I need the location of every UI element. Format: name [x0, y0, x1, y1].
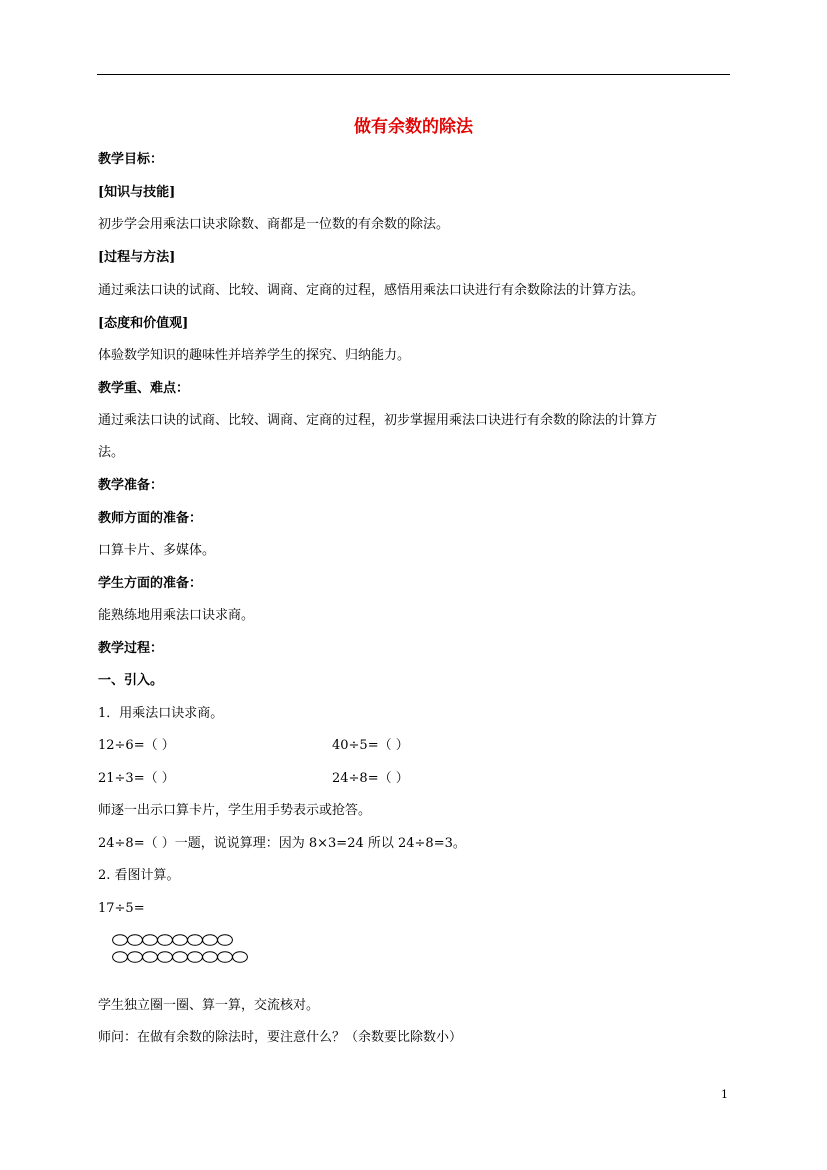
procedure-heading: 教学过程： [98, 641, 164, 656]
process-text: 通过乘法口诀的试商、比较、调商、定商的过程，感悟用乘法口诀进行有余数除法的计算方法。 [98, 283, 645, 298]
prep-heading: 教学准备： [98, 478, 164, 493]
circle-mark [143, 935, 158, 946]
circle-mark [143, 952, 158, 963]
circle-mark [128, 935, 143, 946]
knowledge-heading: [知识与技能] [98, 185, 176, 200]
teacher-shows-text: 师逐一出示口算卡片，学生用手势表示或抢答。 [98, 803, 372, 818]
exercise-item: 24÷8=（ ） [332, 771, 409, 786]
circle-mark [188, 952, 203, 963]
exercise-item: 40÷5=（ ） [332, 738, 409, 753]
student-prep-heading: 学生方面的准备： [98, 576, 203, 591]
circle-mark [233, 952, 248, 963]
explain-text: 24÷8=（ ）一题，说说算理：因为 8×3=24 所以 24÷8=3。 [98, 836, 466, 851]
keypoints-text-2: 法。 [98, 445, 125, 460]
knowledge-text: 初步学会用乘法口诀求除数、商都是一位数的有余数的除法。 [98, 217, 450, 232]
teacher-prep-text: 口算卡片、多媒体。 [98, 543, 216, 558]
circle-mark [158, 952, 173, 963]
circle-mark [203, 935, 218, 946]
circle-mark [113, 952, 128, 963]
header-rule [97, 74, 730, 75]
keypoints-heading: 教学重、难点： [98, 381, 190, 396]
exercise-item: 21÷3=（ ） [98, 771, 175, 786]
circle-mark [218, 935, 233, 946]
teacher-prep-heading: 教师方面的准备： [98, 511, 203, 526]
step2-text: 2. 看图计算。 [98, 868, 180, 883]
attitude-heading: [态度和价值观] [98, 316, 189, 331]
circle-mark [113, 935, 128, 946]
keypoints-text-1: 通过乘法口诀的试商、比较、调商、定商的过程，初步掌握用乘法口诀进行有余数的除法的计算方 [98, 413, 658, 428]
attitude-text: 体验数学知识的趣味性并培养学生的探究、归纳能力。 [98, 348, 411, 363]
process-heading: [过程与方法] [98, 250, 176, 265]
circle-mark [188, 935, 203, 946]
circle-mark [218, 952, 233, 963]
circle-mark [173, 952, 188, 963]
circle-mark [173, 935, 188, 946]
document-title: 做有余数的除法 [354, 117, 473, 137]
goals-heading: 教学目标： [98, 152, 164, 167]
intro-heading: 一、引入。 [98, 673, 164, 688]
circle-mark [203, 952, 218, 963]
circles-figure [112, 933, 262, 965]
teacher-question-text: 师问：在做有余数的除法时，要注意什么？（余数要比除数小） [98, 1030, 463, 1045]
student-prep-text: 能熟练地用乘法口诀求商。 [98, 608, 255, 623]
problem-text: 17÷5= [98, 901, 145, 916]
exercise-item: 12÷6=（ ） [98, 738, 175, 753]
student-activity-text: 学生独立圈一圈、算一算，交流核对。 [98, 998, 320, 1013]
circle-mark [128, 952, 143, 963]
circle-mark [158, 935, 173, 946]
step1-text: 1．用乘法口诀求商。 [98, 706, 224, 721]
page-number: 1 [721, 1088, 728, 1101]
